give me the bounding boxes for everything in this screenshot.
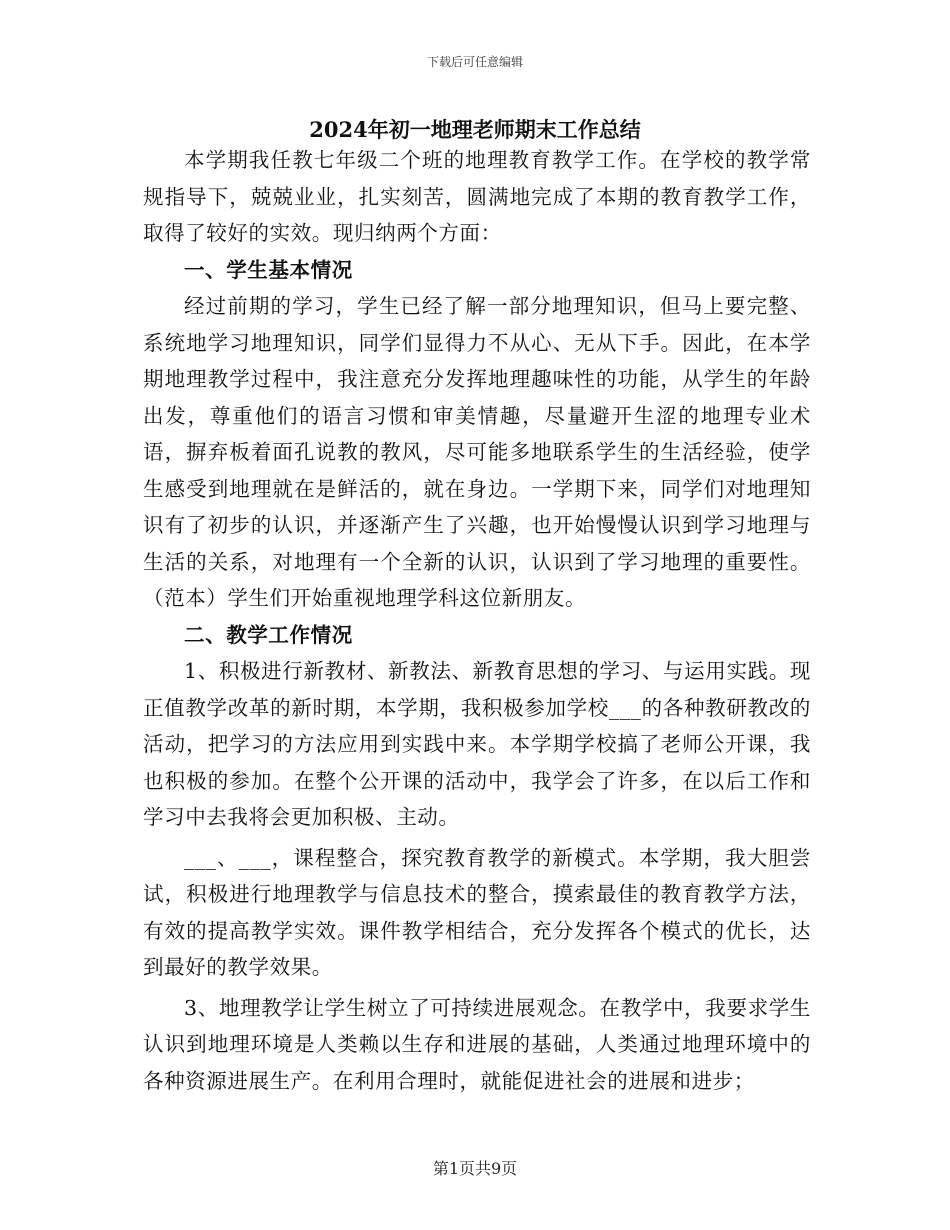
- teaching-paragraph-2: ___、___，课程整合，探究教育教学的新模式。本学期，我大胆尝试，积极进行地理教学与信息技术的整合，摸索最佳的教育教学方法，有效的提高教学实效。课件教学相结合，充分发挥各个模式的优长，达到最好的教学效果。: [143, 845, 811, 979]
- section-heading-students: 一、学生基本情况: [184, 257, 353, 282]
- document-title: 2024年初一地理老师期末工作总结: [309, 117, 641, 142]
- intro-paragraph: 本学期我任教七年级二个班的地理教育教学工作。在学校的教学常规指导下，兢兢业业，扎实刻苦，圆满地完成了本期的教育教学工作，取得了较好的实效。现归纳两个方面：: [143, 148, 811, 245]
- document-body: [143, 142, 811, 1099]
- page-header: 下载后可任意编辑: [426, 55, 523, 69]
- teaching-paragraph-1: 1、积极进行新教材、新教法、新教育思想的学习、与运用实践。现正值教学改革的新时期，本学期，我积极参加学校___的各种教研教改的活动，把学习的方法应用到实践中来。本学期学校搞了老师公开课，我也积极的参加。在整个公开课的活动中，我学会了许多，在以后工作和学习中去我将会更加积极、主动。: [143, 659, 811, 829]
- page-footer: 第1页共9页: [432, 1159, 518, 1178]
- teaching-paragraph-3: 3、地理教学让学生树立了可持续进展观念。在教学中，我要求学生认识到地理环境是人类赖以生存和进展的基础，人类通过地理环境中的各种资源进展生产。在利用合理时，就能促进社会的进展和进步；: [143, 995, 811, 1093]
- students-paragraph: 经过前期的学习，学生已经了解一部分地理知识，但马上要完整、系统地学习地理知识，同学们显得力不从心、无从下手。因此，在本学期地理教学过程中，我注意充分发挥地理趣味性的功能，从学生的年龄出发，尊重他们的语言习惯和审美情趣，尽量避开生涩的地理专业术语，摒弃板着面孔说教的教风，尽可能多地联系学生的生活经验，使学生感受到地理就在是鲜活的，就在身边。一学期下来，同学们对地理知识有了初步的认识，并逐渐产生了兴趣，也开始慢慢认识到学习地理与生活的关系，对地理有一个全新的认识，认识到了学习地理的重要性。（范本）学生们开始重视地理学科这位新朋友。: [143, 294, 811, 610]
- section-heading-teaching: 二、教学工作情况: [184, 622, 353, 647]
